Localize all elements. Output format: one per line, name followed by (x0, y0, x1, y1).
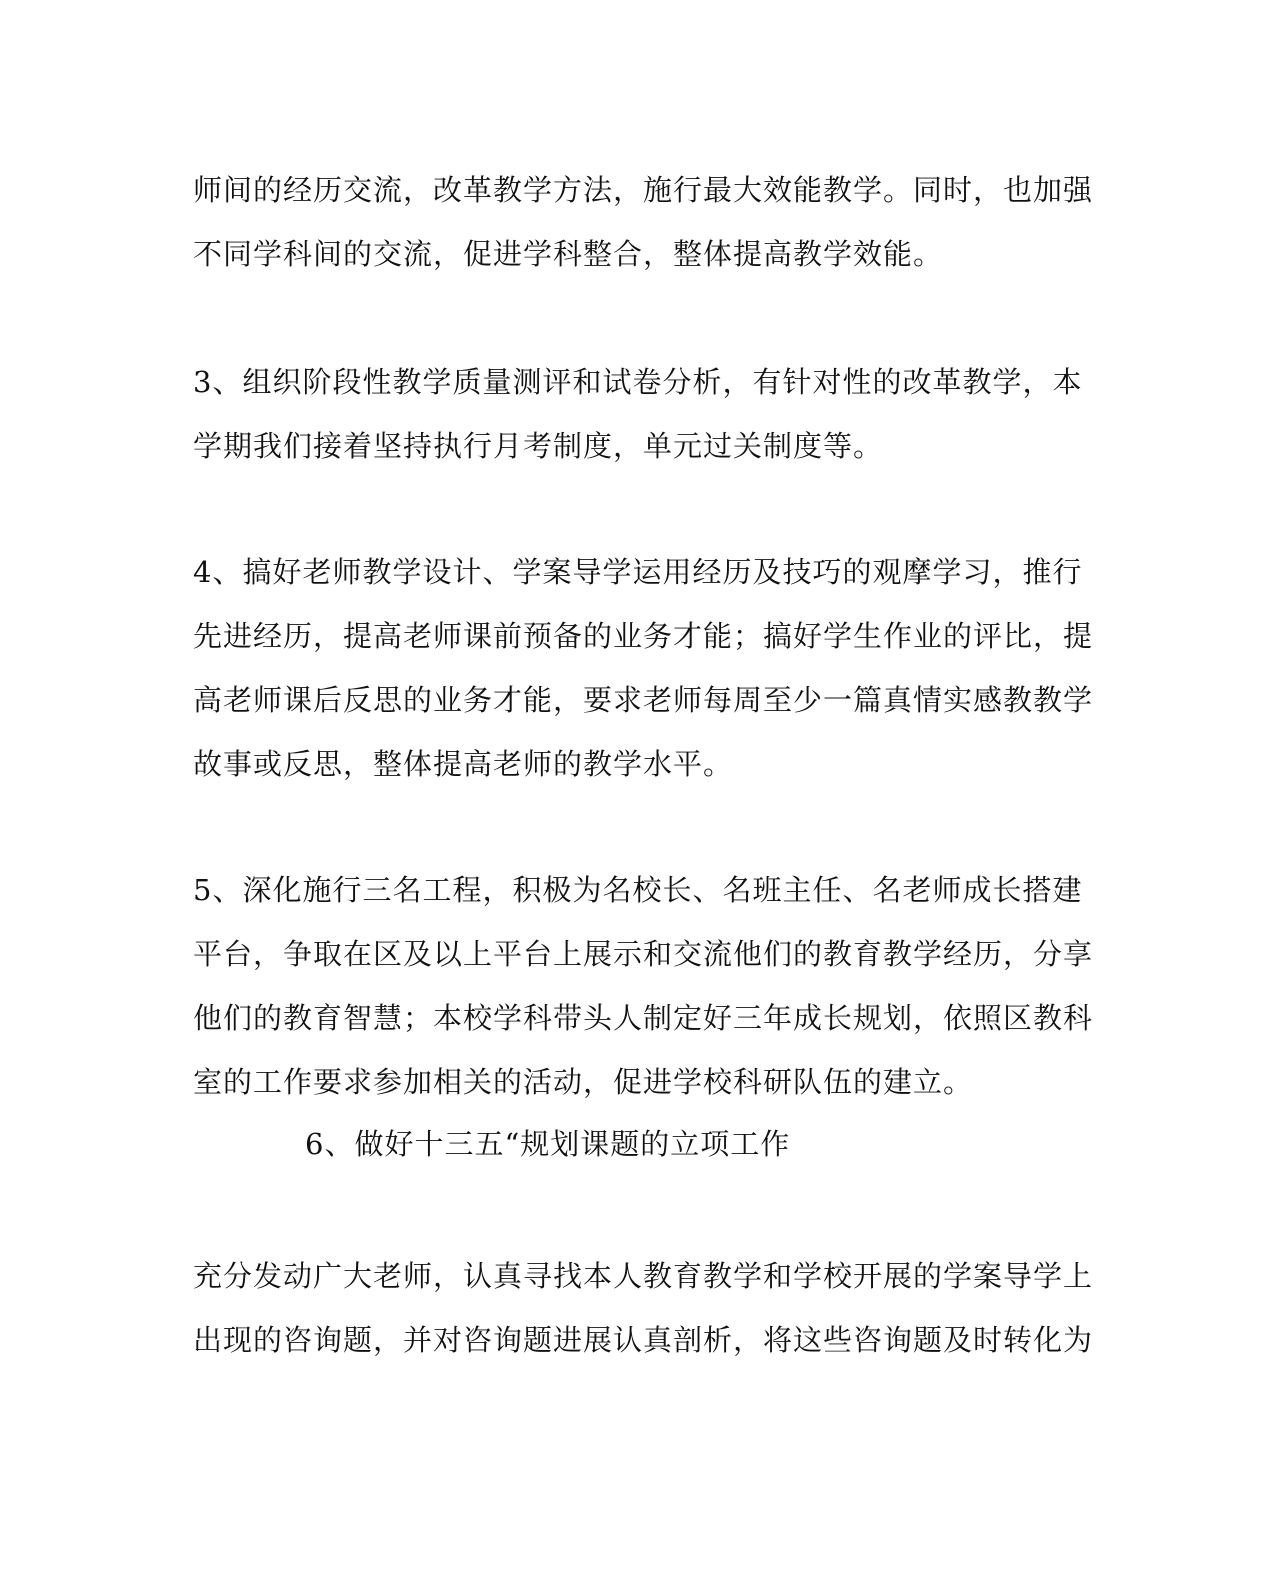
paragraph-line: 平台，争取在区及以上平台上展示和交流他们的教育教学经历，分享 (193, 937, 1094, 971)
paragraph-line: 3、组织阶段性教学质量测评和试卷分析，有针对性的改革教学，本 (193, 365, 1083, 399)
paragraph-line: 室的工作要求参加相关的活动，促进学校科研队伍的建立。 (193, 1065, 974, 1099)
paragraph-line: 出现的咨询题，并对咨询题进展认真剖析，将这些咨询题及时转化为 (193, 1323, 1094, 1357)
paragraph-line: 师间的经历交流，改革教学方法，施行最大效能教学。同时，也加强 (193, 173, 1094, 207)
section-heading: 6、做好十三五“规划课题的立项工作 (305, 1127, 791, 1161)
paragraph-line: 先进经历，提高老师课前预备的业务才能；搞好学生作业的评比，提 (193, 619, 1094, 653)
paragraph-line: 4、搞好老师教学设计、学案导学运用经历及技巧的观摩学习，推行 (193, 555, 1083, 589)
paragraph-line: 充分发动广大老师，认真寻找本人教育教学和学校开展的学案导学上 (193, 1259, 1094, 1293)
paragraph-line: 故事或反思，整体提高老师的教学水平。 (193, 747, 734, 781)
paragraph-line: 高老师课后反思的业务才能，要求老师每周至少一篇真情实感教教学 (193, 683, 1094, 717)
paragraph-line: 不同学科间的交流，促进学科整合，整体提高教学效能。 (193, 237, 944, 271)
paragraph-line: 学期我们接着坚持执行月考制度，单元过关制度等。 (193, 429, 884, 463)
paragraph-line: 5、深化施行三名工程，积极为名校长、名班主任、名老师成长搭建 (193, 873, 1083, 907)
paragraph-line: 他们的教育智慧；本校学科带头人制定好三年成长规划，依照区教科 (193, 1001, 1094, 1035)
